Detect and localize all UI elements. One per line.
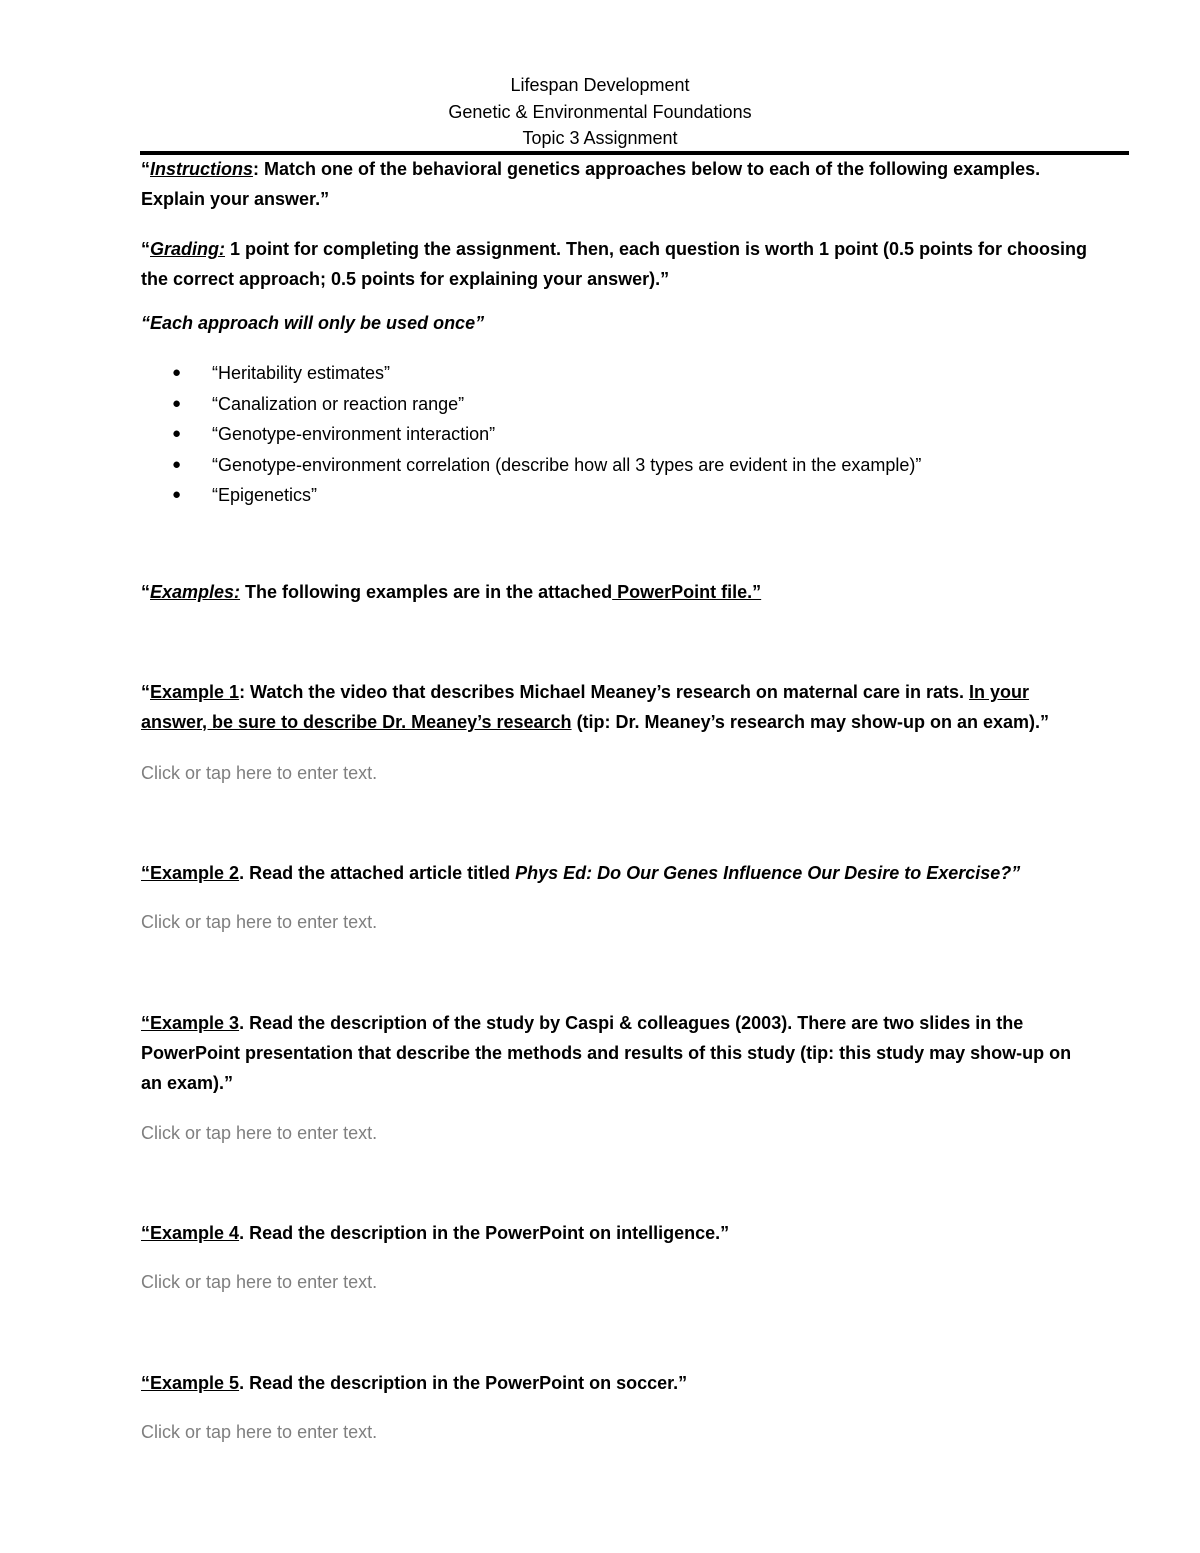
bullet-icon: ●	[172, 455, 182, 473]
list-item: ● “Genotype-environment interaction”	[172, 419, 921, 450]
approach-list	[172, 358, 921, 511]
list-item: ● “Epigenetics”	[172, 480, 921, 511]
example-4-label: “Example 4	[141, 1223, 240, 1243]
example-1-prompt: “Example 1: Watch the video that describes Michael Meaney’s research on maternal care in rats. In your answer, be sure to describe Dr. Meaney’s research (tip: Dr. Meaney’s research may show-up on an exam).”	[141, 682, 1050, 732]
example-5-prompt: “Example 5. Read the description in the PowerPoint on soccer.”	[141, 1373, 688, 1393]
example-5-label: “Example 5	[141, 1373, 240, 1393]
example-5-answer-field[interactable]: Click or tap here to enter text.	[141, 1422, 378, 1442]
list-item: ● “Heritability estimates”	[172, 358, 921, 389]
course-title: Lifespan Development	[510, 75, 690, 95]
example-3-prompt: “Example 3. Read the description of the study by Caspi & colleagues (2003). There are two slides in the PowerPoint presentation that describe the methods and results of this study (tip: this study may show-up on an exam).”	[141, 1013, 1072, 1093]
instructions-label: Instructions	[150, 159, 254, 179]
article-title: Phys Ed: Do Our Genes Influence Our Desire to Exercise?”	[515, 863, 1021, 883]
bullet-icon: ●	[172, 486, 182, 503]
example-4-prompt: “Example 4. Read the description in the PowerPoint on intelligence.”	[141, 1223, 730, 1243]
examples-intro: “Examples: The following examples are in the attached PowerPoint file.”	[141, 582, 762, 602]
example-2-label: “Example 2	[141, 863, 240, 883]
grading-label: Grading:	[150, 239, 225, 259]
example-2-answer-field[interactable]: Click or tap here to enter text.	[141, 912, 378, 932]
approach-note: “Each approach will only be used once”	[141, 313, 485, 333]
document-header	[0, 72, 1200, 152]
example-3-label: “Example 3	[141, 1013, 240, 1033]
example-4-answer-field[interactable]: Click or tap here to enter text.	[141, 1272, 378, 1292]
assignment-title: Topic 3 Assignment	[522, 128, 678, 148]
grading-paragraph: “Grading: 1 point for completing the assignment. Then, each question is worth 1 point (0.5 points for choosing the correct approach; 0.5 points for explaining your answer).”	[141, 239, 1088, 289]
example-2-prompt: “Example 2. Read the attached article titled Phys Ed: Do Our Genes Influence Our Desire to Exercise?”	[141, 863, 1021, 883]
bullet-icon: ●	[172, 364, 182, 381]
list-item: ● “Canalization or reaction range”	[172, 389, 921, 420]
unit-title: Genetic & Environmental Foundations	[448, 101, 752, 122]
list-item: ● “Genotype-environment correlation (describe how all 3 types are evident in the example)”	[172, 450, 921, 481]
bullet-icon: ●	[172, 425, 182, 442]
instructions-paragraph: “Instructions: Match one of the behavioral genetics approaches below to each of the following examples. Explain your answer.”	[141, 159, 1041, 209]
bullet-icon: ●	[172, 394, 182, 412]
example-1-label: Example 1	[150, 682, 240, 702]
example-3-answer-field[interactable]: Click or tap here to enter text.	[141, 1123, 378, 1143]
example-1-answer-field[interactable]: Click or tap here to enter text.	[141, 763, 378, 783]
powerpoint-file-link[interactable]: PowerPoint file.”	[612, 582, 762, 602]
examples-label: Examples:	[150, 582, 241, 602]
